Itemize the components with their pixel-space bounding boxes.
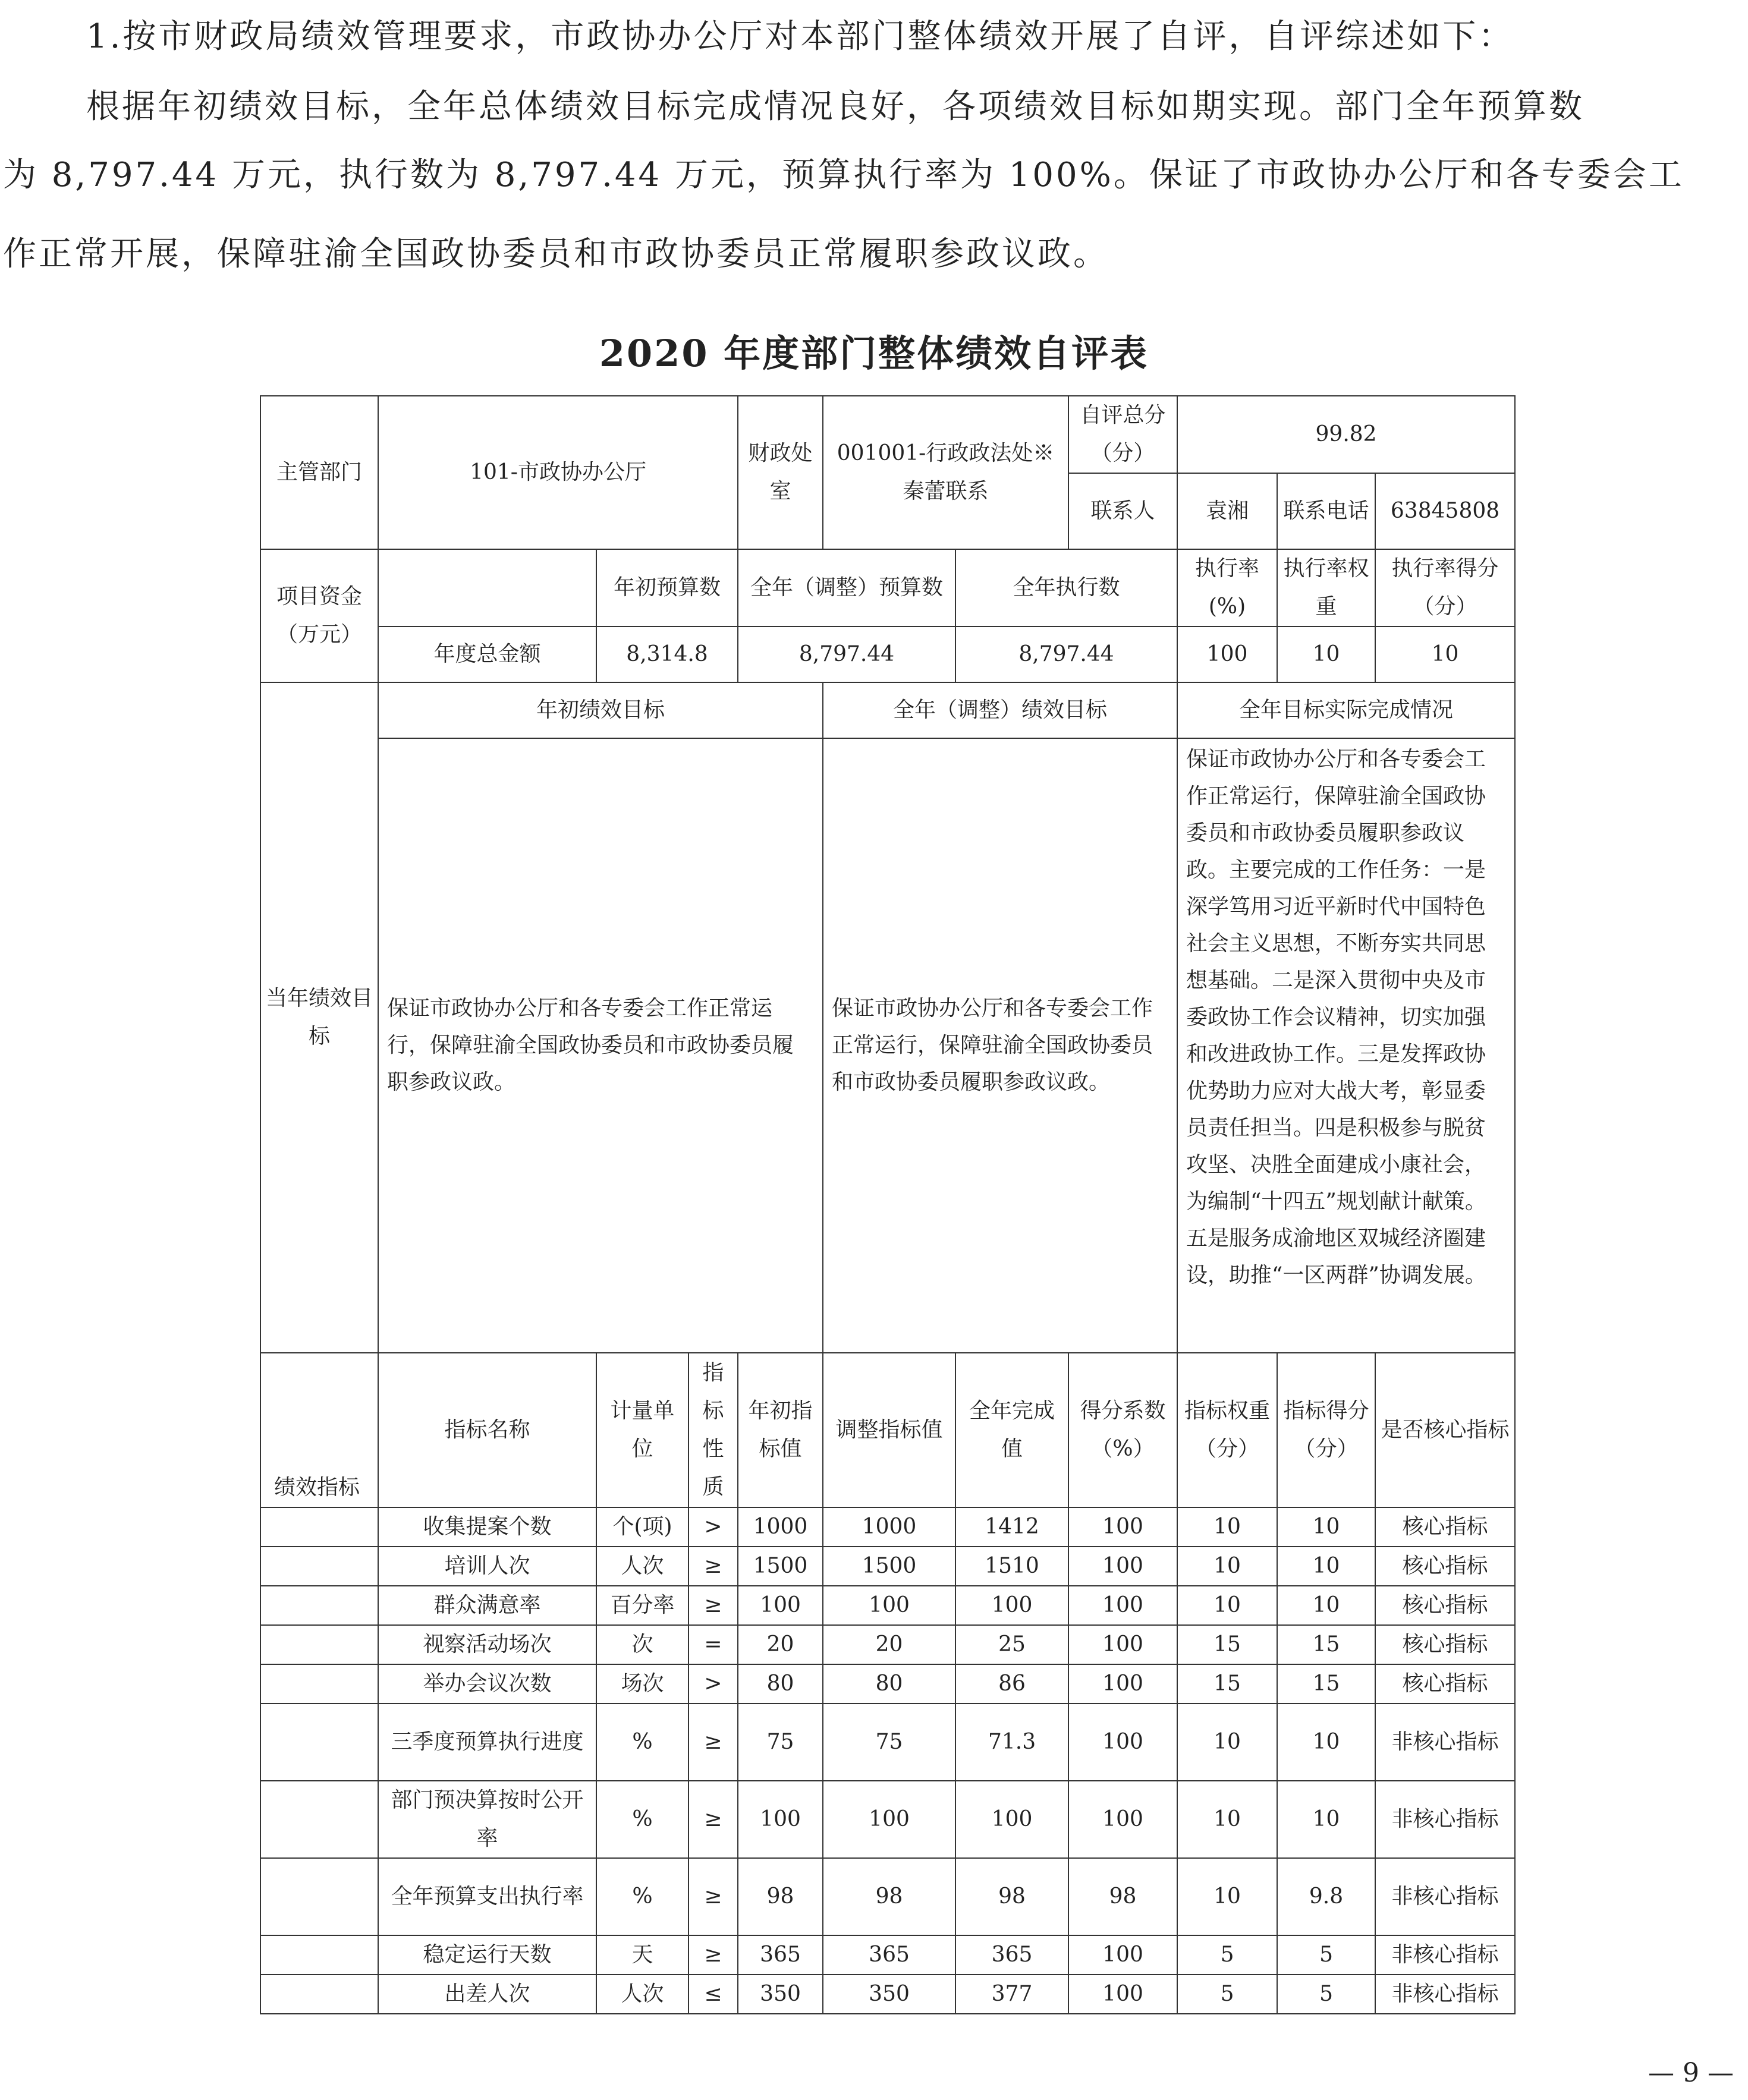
- funds-blank-cell: [378, 549, 596, 626]
- indicator-core-cell: 核心指标: [1375, 1625, 1515, 1664]
- contact-value: 袁湘: [1177, 473, 1277, 549]
- indicator-score-cell: 10: [1277, 1781, 1375, 1858]
- indicator-core-cell: 核心指标: [1375, 1507, 1515, 1547]
- indicator-nature-cell: ≥: [688, 1858, 738, 1935]
- indicator-actual-cell: 1510: [955, 1547, 1068, 1586]
- table-row: [260, 1975, 1515, 2014]
- self-score-value: 99.82: [1177, 396, 1515, 473]
- indicator-initial-cell: 1500: [738, 1547, 823, 1586]
- indicator-name-cell: 培训人次: [378, 1547, 596, 1586]
- indicators-label: 绩效指标: [260, 1353, 378, 1507]
- indicator-group-cell: [260, 1781, 378, 1858]
- indicator-header-coef: 得分系数（%）: [1068, 1353, 1177, 1507]
- indicator-nature-cell: =: [688, 1625, 738, 1664]
- intro-paragraph-2: 根据年初绩效目标，全年总体绩效目标完成情况良好，各项绩效目标如期实现。部门全年预算数: [86, 87, 1584, 126]
- performance-table: [260, 395, 1516, 2014]
- indicator-weight-cell: 10: [1177, 1507, 1277, 1547]
- indicator-name-cell: 视察活动场次: [378, 1625, 596, 1664]
- indicator-group-cell: [260, 1975, 378, 2014]
- indicator-header-initial: 年初指标值: [738, 1353, 823, 1507]
- funds-adjusted: 8,797.44: [738, 626, 955, 682]
- indicator-actual-cell: 25: [955, 1625, 1068, 1664]
- indicator-adjusted-cell: 365: [823, 1935, 955, 1975]
- indicator-unit-cell: 次: [596, 1625, 688, 1664]
- indicator-unit-cell: 天: [596, 1935, 688, 1975]
- funds-col-executed: 全年执行数: [955, 549, 1177, 626]
- indicator-group-cell: [260, 1664, 378, 1704]
- goals-adjusted-text: 保证市政协办公厅和各专委会工作正常运行，保障驻渝全国政协委员和市政协委员履职参政议政。: [823, 738, 1177, 1353]
- indicator-core-cell: 非核心指标: [1375, 1975, 1515, 2014]
- contact-label: 联系人: [1068, 473, 1177, 549]
- indicator-group-cell: [260, 1547, 378, 1586]
- indicator-score-cell: 5: [1277, 1935, 1375, 1975]
- indicator-group-cell: [260, 1935, 378, 1975]
- indicator-unit-cell: %: [596, 1858, 688, 1935]
- indicator-header-weight: 指标权重（分）: [1177, 1353, 1277, 1507]
- table-row: [260, 1547, 1515, 1586]
- indicator-adjusted-cell: 1500: [823, 1547, 955, 1586]
- phone-value: 63845808: [1375, 473, 1515, 549]
- funds-rate: 100: [1177, 626, 1277, 682]
- funds-col-initial: 年初预算数: [596, 549, 738, 626]
- indicator-score-cell: 10: [1277, 1704, 1375, 1781]
- table-row: [260, 1858, 1515, 1935]
- indicator-header-adjusted: 调整指标值: [823, 1353, 955, 1507]
- indicator-initial-cell: 100: [738, 1781, 823, 1858]
- indicator-initial-cell: 80: [738, 1664, 823, 1704]
- indicator-adjusted-cell: 350: [823, 1975, 955, 2014]
- indicator-group-cell: [260, 1858, 378, 1935]
- indicator-name-cell: 部门预决算按时公开率: [378, 1781, 596, 1858]
- indicator-unit-cell: 百分率: [596, 1586, 688, 1625]
- indicator-adjusted-cell: 75: [823, 1704, 955, 1781]
- funds-score: 10: [1375, 626, 1515, 682]
- indicator-coef-cell: 100: [1068, 1547, 1177, 1586]
- dept-label: 主管部门: [260, 396, 378, 549]
- indicator-score-cell: 9.8: [1277, 1858, 1375, 1935]
- indicator-adjusted-cell: 1000: [823, 1507, 955, 1547]
- indicator-coef-cell: 100: [1068, 1935, 1177, 1975]
- table-row: [260, 1625, 1515, 1664]
- indicator-adjusted-cell: 20: [823, 1625, 955, 1664]
- indicator-weight-cell: 10: [1177, 1858, 1277, 1935]
- goals-col-adjusted: 全年（调整）绩效目标: [823, 682, 1177, 738]
- indicator-score-cell: 10: [1277, 1547, 1375, 1586]
- indicator-coef-cell: 100: [1068, 1586, 1177, 1625]
- funds-row-label: 年度总金额: [378, 626, 596, 682]
- indicator-actual-cell: 86: [955, 1664, 1068, 1704]
- indicator-weight-cell: 10: [1177, 1781, 1277, 1858]
- indicator-score-cell: 15: [1277, 1664, 1375, 1704]
- indicator-group-cell: [260, 1507, 378, 1547]
- indicator-unit-cell: 人次: [596, 1975, 688, 2014]
- indicator-core-cell: 非核心指标: [1375, 1781, 1515, 1858]
- indicator-group-cell: [260, 1704, 378, 1781]
- indicator-actual-cell: 1412: [955, 1507, 1068, 1547]
- indicator-name-cell: 三季度预算执行进度: [378, 1704, 596, 1781]
- indicator-actual-cell: 100: [955, 1781, 1068, 1858]
- indicator-core-cell: 非核心指标: [1375, 1935, 1515, 1975]
- indicator-nature-cell: >: [688, 1664, 738, 1704]
- indicator-nature-cell: ≥: [688, 1586, 738, 1625]
- funds-initial: 8,314.8: [596, 626, 738, 682]
- indicator-initial-cell: 1000: [738, 1507, 823, 1547]
- goals-label: 当年绩效目标: [260, 682, 378, 1353]
- funds-col-adjusted: 全年（调整）预算数: [738, 549, 955, 626]
- indicator-adjusted-cell: 80: [823, 1664, 955, 1704]
- indicator-name-cell: 收集提案个数: [378, 1507, 596, 1547]
- indicator-header-nature: 指标性质: [688, 1353, 738, 1507]
- indicator-unit-cell: 个(项): [596, 1507, 688, 1547]
- finance-office-value: 001001-行政政法处※秦蕾联系: [823, 396, 1068, 549]
- indicator-score-cell: 10: [1277, 1586, 1375, 1625]
- indicator-actual-cell: 377: [955, 1975, 1068, 2014]
- indicator-initial-cell: 75: [738, 1704, 823, 1781]
- indicator-weight-cell: 5: [1177, 1975, 1277, 2014]
- page-number: — 9 —: [1648, 2058, 1734, 2088]
- table-row: [260, 1507, 1515, 1547]
- funds-col-score: 执行率得分（分）: [1375, 549, 1515, 626]
- indicator-core-cell: 非核心指标: [1375, 1704, 1515, 1781]
- indicator-name-cell: 举办会议次数: [378, 1664, 596, 1704]
- indicator-group-cell: [260, 1586, 378, 1625]
- indicator-actual-cell: 71.3: [955, 1704, 1068, 1781]
- indicator-actual-cell: 98: [955, 1858, 1068, 1935]
- funds-col-weight: 执行率权重: [1277, 549, 1375, 626]
- indicator-weight-cell: 10: [1177, 1586, 1277, 1625]
- indicator-core-cell: 核心指标: [1375, 1664, 1515, 1704]
- indicator-actual-cell: 365: [955, 1935, 1068, 1975]
- indicator-unit-cell: %: [596, 1704, 688, 1781]
- indicator-weight-cell: 15: [1177, 1625, 1277, 1664]
- indicator-nature-cell: ≤: [688, 1975, 738, 2014]
- funds-label: 项目资金（万元）: [260, 549, 378, 682]
- dept-value: 101-市政协办公厅: [378, 396, 738, 549]
- self-score-label: 自评总分（分）: [1068, 396, 1177, 473]
- indicator-name-cell: 出差人次: [378, 1975, 596, 2014]
- indicator-adjusted-cell: 100: [823, 1586, 955, 1625]
- indicator-weight-cell: 5: [1177, 1935, 1277, 1975]
- indicator-header-actual: 全年完成值: [955, 1353, 1068, 1507]
- phone-label: 联系电话: [1277, 473, 1375, 549]
- indicator-actual-cell: 100: [955, 1586, 1068, 1625]
- funds-executed: 8,797.44: [955, 626, 1177, 682]
- indicator-nature-cell: ≥: [688, 1547, 738, 1586]
- table-row: [260, 1664, 1515, 1704]
- indicator-nature-cell: ≥: [688, 1704, 738, 1781]
- indicator-header-score: 指标得分（分）: [1277, 1353, 1375, 1507]
- indicator-initial-cell: 20: [738, 1625, 823, 1664]
- funds-weight: 10: [1277, 626, 1375, 682]
- indicator-name-cell: 全年预算支出执行率: [378, 1858, 596, 1935]
- indicator-weight-cell: 15: [1177, 1664, 1277, 1704]
- indicator-score-cell: 5: [1277, 1975, 1375, 2014]
- goals-actual-text: 保证市政协办公厅和各专委会工作正常运行，保障驻渝全国政协委员和市政协委员履职参政议政。主要完成的工作任务：一是深学笃用习近平新时代中国特色社会主义思想，不断夯实共同思想基础。二是深入贯彻中央及市委政协工作会议精神，切实加强和改进政协工作。三是发挥政协优势助力应对大战大考，彰显委员责任担当。四是积极参与脱贫攻坚、决胜全面建成小康社会，为编制“十四五”规划献计献策。五是服务成渝地区双城经济圈建设，助推“一区两群”协调发展。: [1177, 738, 1515, 1353]
- indicator-coef-cell: 100: [1068, 1975, 1177, 2014]
- indicator-unit-cell: %: [596, 1781, 688, 1858]
- indicator-nature-cell: >: [688, 1507, 738, 1547]
- goals-col-actual: 全年目标实际完成情况: [1177, 682, 1515, 738]
- indicator-nature-cell: ≥: [688, 1935, 738, 1975]
- intro-paragraph-3: 为 8,797.44 万元，执行数为 8,797.44 万元，预算执行率为 100%。保证了市政协办公厅和各专委会工: [3, 156, 1684, 194]
- table-row: [260, 1586, 1515, 1625]
- goals-initial-text: 保证市政协办公厅和各专委会工作正常运行，保障驻渝全国政协委员和市政协委员履职参政议政。: [378, 738, 823, 1353]
- indicator-group-cell: [260, 1625, 378, 1664]
- indicator-nature-cell: ≥: [688, 1781, 738, 1858]
- finance-office-label: 财政处室: [738, 396, 823, 549]
- indicator-header-name: 指标名称: [378, 1353, 596, 1507]
- indicator-score-cell: 10: [1277, 1507, 1375, 1547]
- indicator-initial-cell: 365: [738, 1935, 823, 1975]
- indicator-unit-cell: 人次: [596, 1547, 688, 1586]
- indicator-name-cell: 群众满意率: [378, 1586, 596, 1625]
- indicator-initial-cell: 100: [738, 1586, 823, 1625]
- indicator-coef-cell: 100: [1068, 1781, 1177, 1858]
- table-row: [260, 1781, 1515, 1858]
- indicator-unit-cell: 场次: [596, 1664, 688, 1704]
- indicator-score-cell: 15: [1277, 1625, 1375, 1664]
- table-title: 2020 年度部门整体绩效自评表: [599, 332, 1149, 375]
- intro-paragraph-1: 1.按市财政局绩效管理要求，市政协办公厅对本部门整体绩效开展了自评，自评综述如下：: [86, 17, 1514, 56]
- indicator-coef-cell: 100: [1068, 1625, 1177, 1664]
- indicator-core-cell: 非核心指标: [1375, 1858, 1515, 1935]
- indicator-header-core: 是否核心指标: [1375, 1353, 1515, 1507]
- indicator-weight-cell: 10: [1177, 1704, 1277, 1781]
- indicator-name-cell: 稳定运行天数: [378, 1935, 596, 1975]
- indicator-adjusted-cell: 100: [823, 1781, 955, 1858]
- indicator-coef-cell: 100: [1068, 1704, 1177, 1781]
- indicator-core-cell: 核心指标: [1375, 1586, 1515, 1625]
- table-row: [260, 1935, 1515, 1975]
- goals-col-initial: 年初绩效目标: [378, 682, 823, 738]
- indicator-initial-cell: 98: [738, 1858, 823, 1935]
- intro-paragraph-4: 作正常开展，保障驻渝全国政协委员和市政协委员正常履职参政议政。: [3, 235, 1109, 273]
- funds-col-rate: 执行率(%): [1177, 549, 1277, 626]
- indicator-initial-cell: 350: [738, 1975, 823, 2014]
- indicator-coef-cell: 100: [1068, 1664, 1177, 1704]
- indicator-header-unit: 计量单位: [596, 1353, 688, 1507]
- indicator-adjusted-cell: 98: [823, 1858, 955, 1935]
- indicator-coef-cell: 98: [1068, 1858, 1177, 1935]
- indicator-weight-cell: 10: [1177, 1547, 1277, 1586]
- table-row: [260, 1704, 1515, 1781]
- indicator-core-cell: 核心指标: [1375, 1547, 1515, 1586]
- indicator-coef-cell: 100: [1068, 1507, 1177, 1547]
